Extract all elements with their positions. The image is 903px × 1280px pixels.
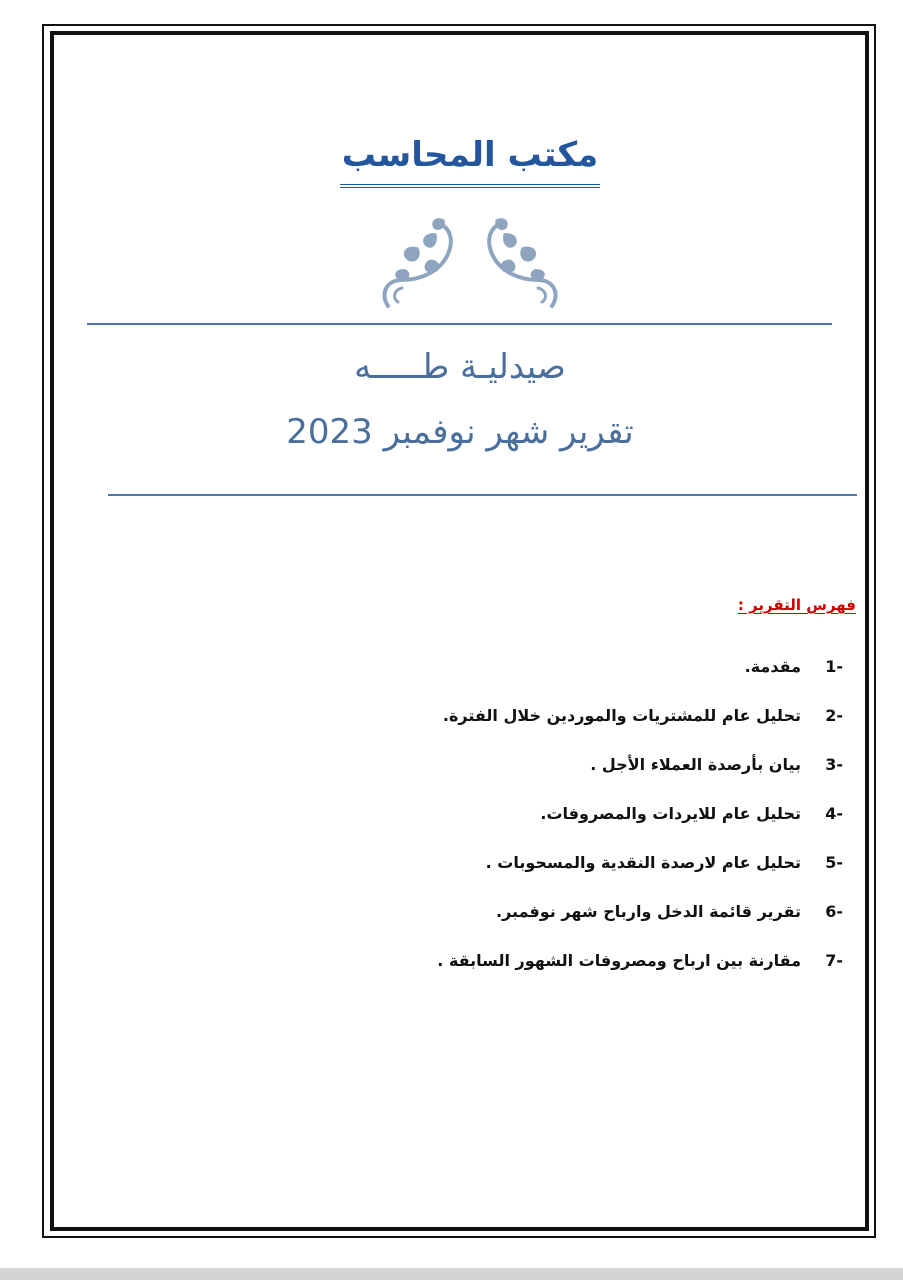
floral-ornament-icon (378, 214, 562, 314)
toc-item-number: -3 (825, 755, 843, 774)
office-title-text: مكتب المحاسب (340, 130, 600, 188)
toc-item (323, 789, 843, 838)
report-title: تقرير شهر نوفمبر 2023 (286, 412, 634, 452)
toc-item-number: -6 (825, 902, 843, 921)
toc-item-text: تحليل عام لارصدة النقدية والمسحوبات . (485, 853, 801, 872)
toc-item-number: -1 (825, 657, 843, 676)
toc-item (323, 642, 843, 691)
toc-item-number: -7 (825, 951, 843, 970)
toc-item (323, 936, 843, 985)
page-frame-inner (50, 31, 869, 1231)
toc-item (323, 838, 843, 887)
divider-top (87, 323, 832, 325)
toc-item-number: -4 (825, 804, 843, 823)
office-title (250, 130, 690, 188)
toc-item-text: تحليل عام للمشتريات والموردين خلال الفترة. (442, 706, 801, 725)
toc-item-text: مقارنة بين ارباح ومصروفات الشهور السابقة . (437, 951, 801, 970)
toc-item (323, 887, 843, 936)
toc-item-text: مقدمة. (744, 657, 801, 676)
pharmacy-name: صيدليـة طـــــه (354, 347, 566, 387)
toc-item (323, 740, 843, 789)
table-of-contents (323, 642, 843, 985)
page-bottom-shadow (0, 1268, 903, 1280)
toc-item-number: -2 (825, 706, 843, 725)
toc-item-text: تحليل عام للايردات والمصروفات. (540, 804, 801, 823)
divider-bottom (108, 494, 857, 496)
toc-item (323, 691, 843, 740)
toc-item-number: -5 (825, 853, 843, 872)
toc-item-text: بيان بأرصدة العملاء الأجل . (590, 755, 801, 774)
index-heading: فهرس التقرير : (737, 596, 856, 614)
toc-item-text: تقرير قائمة الدخل وارباح شهر نوفمبر. (496, 902, 801, 921)
